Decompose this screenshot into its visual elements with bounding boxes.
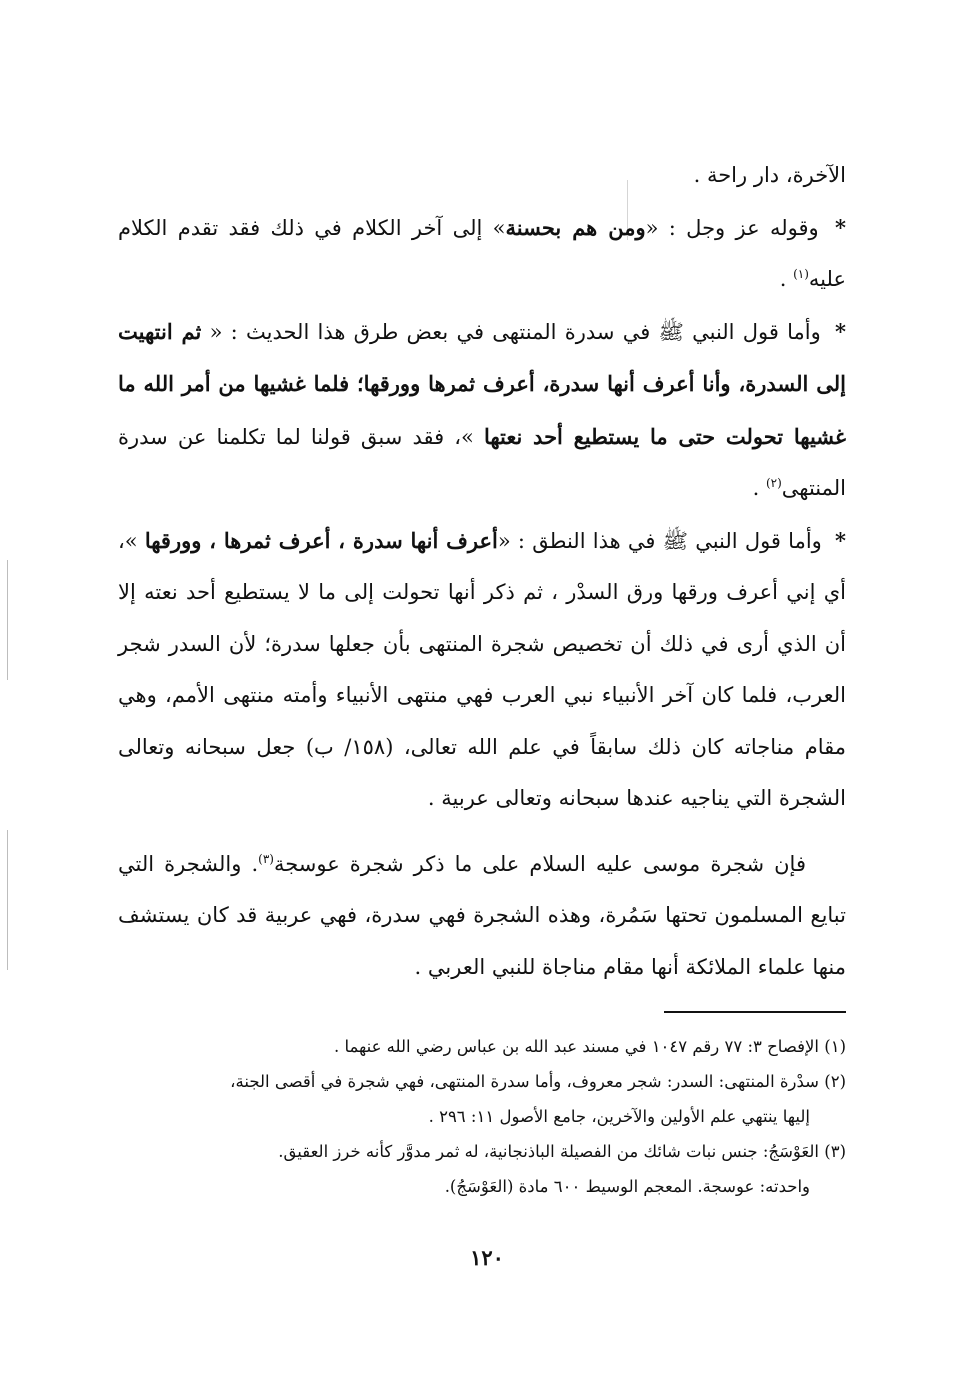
footnote-ref: (٣) xyxy=(258,851,274,866)
footnote-separator xyxy=(664,1011,846,1013)
text: . xyxy=(779,267,794,291)
footnote: (٢) سدْرة المنتهى: السدر: شجر معروف، وأما سدرة المنتهى، فهي شجرة في أقصى الجنة، xyxy=(230,1072,846,1091)
footnote-continuation: واحدته: عوسجة. المعجم الوسيط ٦٠٠ مادة (العَوْسَجُ). xyxy=(444,1177,810,1196)
text: » إلى آخر الكلام في ذلك فقد تقدم الكلام عليه xyxy=(118,215,846,291)
paragraph xyxy=(118,839,846,994)
footnote: (٣) العَوْسَجُ: جنس نبات شائك من الفصيلة الباذنجانية، له ثمر مدوَّر كأنه خرز العقيق. xyxy=(278,1142,846,1161)
paragraph xyxy=(118,150,846,202)
quran-quote: ومن هم بحسنة xyxy=(505,214,646,240)
footnote-ref: (١) xyxy=(793,267,809,281)
asterisk-marker: * xyxy=(835,318,846,344)
scan-edge-mark xyxy=(7,560,8,680)
paragraph xyxy=(118,306,846,515)
footnote-ref: (٢) xyxy=(765,476,782,490)
text: وقوله عز وجل : « xyxy=(645,215,819,240)
text: وأما قول النبي ﷺ في سدرة المنتهى في بعض طرق هذا الحديث : « xyxy=(201,319,821,344)
text: الآخرة، دار راحة . xyxy=(693,163,846,187)
text: »، أي إني أعرف ورقها ورق السدْر ، ثم ذكر أنها تحولت إلى ما لا يستطيع أحد نعته إلا أن الذي أرى في ذلك أن تخصيص شجرة المنتهى بأن جعلها سدرة؛ لأن السدر شجر العرب، فلما كان آخر الأنبياء نبي العرب فهي منتهى الأنبياء وأمته منتهى الأمم، وهي مقام مناجاته كان ذلك سابقاً في علم الله تعالى، (١٥٨/ ب) جعل سبحانه وتعالى الشجرة التي يناجيه عندها سبحانه وتعالى عربية . xyxy=(118,528,846,810)
asterisk-marker: * xyxy=(835,527,847,553)
paragraph xyxy=(118,202,846,306)
text: »، فقد سبق قولنا لما تكلمنا عن سدرة المنتهى xyxy=(118,424,846,500)
text: . والشجرة التي تبايع المسلمون تحتها سَمُرة، وهذه الشجرة فهي سدرة، فهي عربية قد كان يستشف منها علماء الملائكة أنها مقام مناجاة للنبي العربي . xyxy=(118,851,846,979)
page-number: ١٢٠ xyxy=(470,1245,504,1270)
asterisk-marker: * xyxy=(834,214,846,240)
paragraph xyxy=(118,515,846,825)
page-content xyxy=(118,150,846,1204)
text: فإن شجرة موسى عليه السلام على ما ذكر شجرة عوسجة xyxy=(273,851,806,876)
footnote: (١) الإفصاح ٣: ٧٧ رقم ١٠٤٧ في مسند عبد الله بن عباس رضي الله عنهما . xyxy=(333,1037,846,1056)
text: وأما قول النبي ﷺ في هذا النطق : « xyxy=(497,528,822,553)
footnote-continuation: إليها ينتهي علم الأولين والآخرين، جامع الأصول ١١: ٢٩٦ . xyxy=(428,1107,810,1126)
scan-edge-mark xyxy=(7,830,8,970)
hadith-quote: أعرف أنها سدرة ، أعرف ثمرها ، وورقها xyxy=(144,527,498,553)
hadith-quote: ثم انتهيت إلى السدرة، وأنا أعرف أنها سدرة، أعرف ثمرها وورقها؛ فلما غشيها من أمر الله ما غشيها تحولت حتى ما يستطيع أحد نعتها xyxy=(118,318,847,449)
text: . xyxy=(752,476,766,500)
